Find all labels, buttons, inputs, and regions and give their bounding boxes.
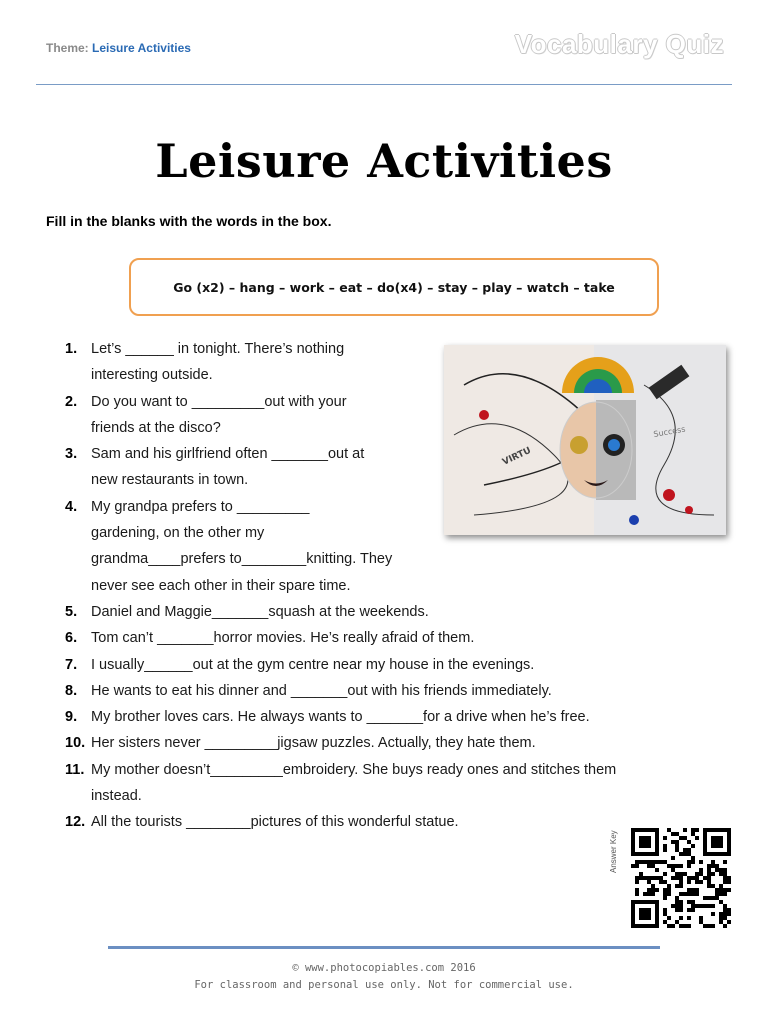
- question-number: 8.: [65, 682, 78, 699]
- question-text: Tom can’t _______horror movies. He’s really afraid of them.: [91, 630, 475, 647]
- question-item: [65, 441, 725, 494]
- question-text: new restaurants in town.: [91, 472, 249, 489]
- theme-label: Theme:: [46, 41, 89, 55]
- question-number: 2.: [65, 393, 78, 410]
- question-item: [65, 704, 725, 730]
- question-number: 1.: [65, 341, 78, 357]
- page-title: Leisure Activities: [155, 134, 613, 188]
- question-number: 6.: [65, 630, 78, 647]
- question-item: [65, 494, 725, 599]
- question-item: [65, 389, 725, 442]
- question-text: He wants to eat his dinner and _______out with his friends immediately.: [91, 682, 552, 699]
- footer-divider: [108, 946, 660, 949]
- question-text: instead.: [91, 788, 142, 805]
- question-number: 3.: [65, 446, 78, 463]
- question-item: [65, 599, 725, 625]
- theme-line: [46, 41, 191, 55]
- question-item: [65, 336, 725, 389]
- question-number: 4.: [65, 498, 78, 515]
- question-text: I usually______out at the gym centre near my house in the evenings.: [91, 656, 535, 673]
- quiz-title: Vocabulary Quiz: [514, 29, 724, 59]
- question-text: Let’s ______ in tonight. There’s nothing: [91, 341, 345, 357]
- word-box: [129, 258, 659, 316]
- qr-label: Answer Key: [609, 830, 618, 873]
- footer-copyright: © www.photocopiables.com 2016: [292, 962, 476, 974]
- question-text: interesting outside.: [91, 367, 213, 384]
- instructions: Fill in the blanks with the words in the box.: [46, 213, 332, 229]
- question-text: Sam and his girlfriend often _______out at: [91, 446, 365, 463]
- question-number: 5.: [65, 603, 78, 620]
- footer-usage-note: For classroom and personal use only. Not for commercial use.: [194, 979, 574, 991]
- question-number: 9.: [65, 709, 78, 726]
- question-item: [65, 757, 725, 810]
- question-number: 11.: [65, 761, 85, 778]
- theme-value: Leisure Activities: [92, 41, 191, 55]
- question-item: [65, 625, 725, 651]
- question-text: never see each other in their spare time.: [91, 577, 351, 594]
- question-text: Do you want to _________out with your: [91, 393, 347, 410]
- question-text: friends at the disco?: [91, 419, 221, 436]
- question-text: My grandpa prefers to _________: [91, 498, 310, 515]
- question-text: Her sisters never _________jigsaw puzzles. Actually, they hate them.: [91, 735, 536, 752]
- question-text: My brother loves cars. He always wants to _______for a drive when he’s free.: [91, 709, 590, 726]
- question-text: My mother doesn’t_________embroidery. She buys ready ones and stitches them: [91, 761, 617, 778]
- question-text: gardening, on the other my: [91, 525, 265, 542]
- question-item: [65, 678, 725, 704]
- question-number: 12.: [65, 814, 86, 831]
- question-text: Daniel and Maggie_______squash at the weekends.: [91, 603, 429, 620]
- question-item: [65, 652, 725, 678]
- question-item: [65, 809, 725, 835]
- question-text: All the tourists ________pictures of this wonderful statue.: [91, 814, 459, 831]
- qr-code-icon[interactable]: [631, 828, 731, 928]
- svg-text:Success: Success: [652, 424, 687, 439]
- word-box-text: Go (x2) – hang – work – eat – do(x4) – stay – play – watch – take: [173, 279, 615, 295]
- question-number: 7.: [65, 656, 78, 673]
- question-text: grandma____prefers to________knitting. They: [91, 551, 393, 568]
- svg-text:VIRTU: VIRTU: [501, 445, 533, 468]
- question-list: [65, 336, 725, 836]
- question-item: [65, 730, 725, 756]
- header-divider: [36, 84, 732, 85]
- question-number: 10.: [65, 735, 86, 752]
